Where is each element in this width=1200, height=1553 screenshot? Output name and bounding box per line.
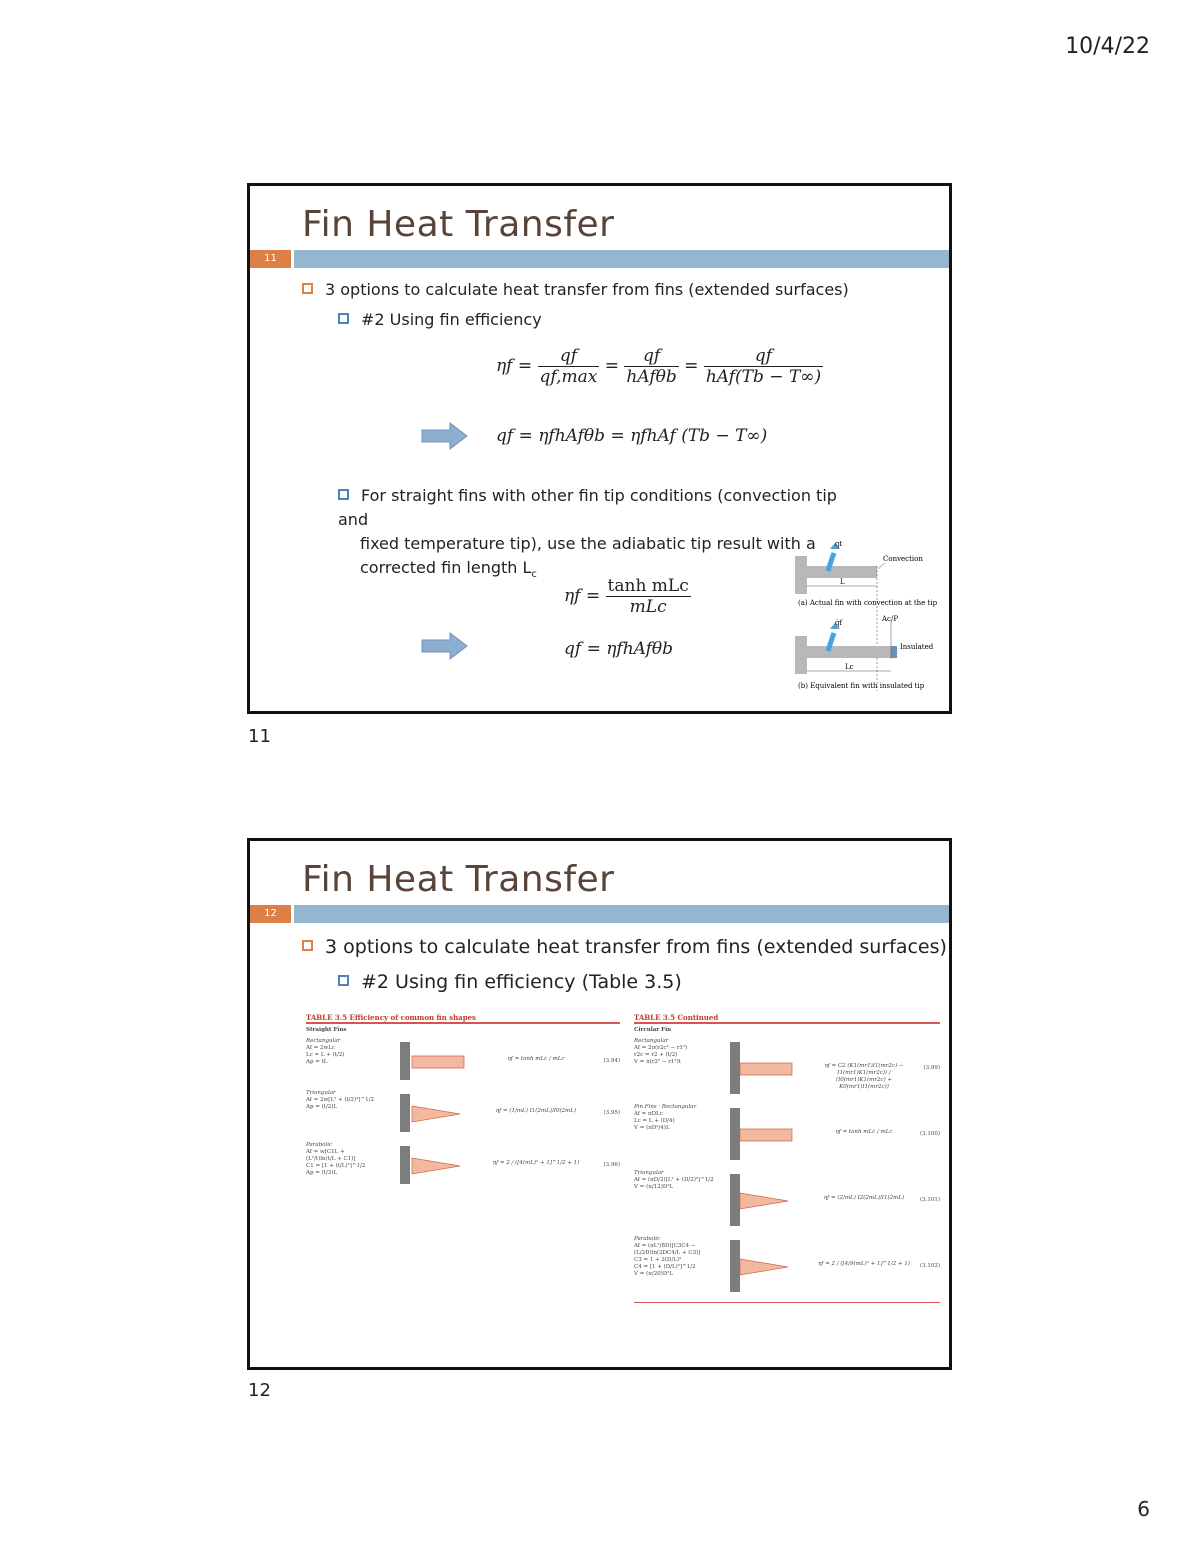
table-row	[634, 1170, 940, 1232]
fin-shape	[740, 1063, 792, 1075]
figure-a-label: (a) Actual fin with convection at the tip	[798, 599, 938, 607]
fin-shape-sketch	[722, 1104, 802, 1166]
fin-shape-sketch	[722, 1170, 802, 1232]
bullet-options: 3 options to calculate heat transfer from fins (extended surfaces)	[302, 935, 947, 959]
fin-shape	[412, 1158, 460, 1174]
equation-number: (3.101)	[919, 1197, 940, 1203]
corrected-length-label: Lc	[845, 663, 854, 671]
fin-shape	[740, 1259, 788, 1275]
efficiency-equation: ηf = tanh mLc / mLc	[835, 1129, 893, 1135]
fin-efficiency-table-left	[306, 1013, 620, 1213]
equation-number: (3.99)	[923, 1065, 940, 1071]
table-rule	[634, 1022, 940, 1024]
fin-formula-line: Af = 2w[L² + (t/2)²]^1/2	[306, 1097, 374, 1103]
fin-shape-name: Parabolic	[306, 1142, 333, 1148]
fin-formula-line: Lc = L + (D/4)	[634, 1118, 675, 1124]
bullet-tip-conditions: For straight fins with other fin tip conditions (convection tip and fixed temperature tip), use the adiabatic tip result with a corrected fin length $L_c$	[338, 486, 837, 581]
area-perimeter-label: Ac/P	[882, 615, 899, 623]
fin-shape-name: Rectangular	[306, 1038, 341, 1044]
slide-caption: 12	[248, 1380, 271, 1401]
fin-formula-line: C3 = 1 + 2(D/L)²	[634, 1257, 682, 1263]
fin-formula-line: C1 = [1 + (t/L)²]^1/2	[306, 1163, 366, 1169]
table-row	[634, 1236, 940, 1298]
equation-fin-efficiency: ηf = $\frac{qf}{qf,\max}$ = $\frac{qf}{\text{hAfθb}}$ = $\frac{qf}{\text{hAf(Tb − T∞)}}$	[496, 346, 822, 387]
table-row	[634, 1104, 940, 1166]
figure-b-label: (b) Equivalent fin with insulated tip	[798, 682, 925, 690]
fin-formula-line: V = (πD²/4)L	[634, 1125, 670, 1131]
fin-formula-line: Ap = (t/2)L	[306, 1104, 338, 1110]
efficiency-equation: ηf = 2 / ([4(mL)² + 1]^1/2 + 1)	[492, 1160, 580, 1166]
fin-shape-name: Triangular	[306, 1090, 336, 1096]
fin-shape-name: Triangular	[634, 1170, 664, 1176]
fin-shape	[740, 1129, 792, 1141]
equation-corrected-efficiency: ηf = $\frac{\text{tanh mLc}}{\text{mLc}}$	[564, 576, 689, 617]
efficiency-equation: ηf = C2 (K1(mr1)I1(mr2c) − I1(mr1)K1(mr2c)) / (I0(mr1)K1(mr2c) + K0(mr1)I1(mr2c))	[824, 1063, 904, 1090]
bullet-fin-efficiency: #2 Using fin efficiency	[338, 308, 542, 332]
bullet-marker-icon	[302, 940, 313, 951]
fin-formula-line: Lc = L + (t/2)	[306, 1052, 345, 1058]
slide-number-badge: 11	[250, 250, 291, 268]
efficiency-equation: ηf = (1/mL) I1(2mL)/I0(2mL)	[495, 1108, 577, 1114]
bullet-marker-icon	[338, 313, 349, 324]
heat-rate-label: q̇f	[835, 619, 843, 627]
fin-formula-line: V = (π/20)D²L	[634, 1271, 674, 1277]
bullet-marker-icon	[302, 283, 313, 294]
fin-formula-line: Ap = tL	[306, 1059, 328, 1065]
fin-formula-line: r2c = r2 + (t/2)	[634, 1052, 678, 1058]
bullet-table-ref: #2 Using fin efficiency (Table 3.5)	[338, 970, 682, 994]
arrow-right-icon	[420, 421, 470, 451]
page-number: 6	[1137, 1497, 1150, 1521]
fin-formula-line: (L²/t)ln(t/L + C1)]	[306, 1156, 356, 1162]
length-label: L	[840, 578, 845, 586]
fin-shape	[740, 1193, 788, 1209]
fin-formula-line: Af = (πL³/8D)[C3C4 −	[634, 1243, 696, 1249]
equation-number: (3.95)	[603, 1110, 620, 1116]
fin-formula-line: V = π(r2² − r1²)t	[634, 1059, 681, 1065]
table-heading: TABLE 3.5 Efficiency of common fin shapes	[306, 1013, 476, 1022]
equation-number: (3.100)	[919, 1131, 940, 1137]
insulated-label: Insulated	[900, 643, 934, 651]
table-section: Straight Fins	[306, 1027, 347, 1033]
fin-efficiency-table-right	[634, 1013, 940, 1323]
bullet-marker-icon	[338, 975, 349, 986]
slide-12	[247, 838, 952, 1370]
fin-formula-line: Af = w[C1L +	[306, 1149, 345, 1155]
fin-shape-sketch	[394, 1038, 474, 1086]
efficiency-equation: ηf = 2 / ([4/9(mL)² + 1]^1/2 + 1)	[818, 1261, 910, 1267]
convection-label: Convection	[883, 555, 923, 563]
arrow-right-icon	[420, 631, 470, 661]
fin-shape-name: Parabolic	[634, 1236, 661, 1242]
equation-number: (3.96)	[603, 1162, 620, 1168]
fin-shape	[412, 1106, 460, 1122]
fin-shape-sketch	[394, 1142, 474, 1190]
fin-formula-line: C4 = [1 + (D/L)²]^1/2	[634, 1264, 696, 1270]
fin-formula-line: Ap = (t/3)L	[306, 1170, 338, 1176]
slide-caption: 11	[248, 726, 271, 747]
table-row	[306, 1038, 620, 1086]
equation-number: (3.102)	[919, 1263, 940, 1269]
corrected-fin-length-figure	[790, 541, 955, 701]
fin-shape-sketch	[394, 1090, 474, 1138]
equation-heat-rate-corrected: qf = ηfhAfθb	[564, 639, 674, 659]
slide-number-badge: 12	[250, 905, 291, 923]
fin-shape-sketch	[722, 1236, 802, 1298]
fin-shape-sketch	[722, 1038, 802, 1100]
fin-shape-name: Rectangular	[634, 1038, 669, 1044]
table-row	[306, 1090, 620, 1138]
table-rule	[306, 1022, 620, 1024]
table-row	[306, 1142, 620, 1190]
fin-formula-line: Af = (πD/2)[L² + (D/2)²]^1/2	[634, 1177, 714, 1183]
slide-title: Fin Heat Transfer	[302, 204, 615, 245]
table-rule	[634, 1302, 940, 1303]
heat-rate-label: q̇f	[835, 541, 843, 548]
fin-formula-line: (L/2D)ln(2DC4/L + C3)]	[634, 1250, 701, 1256]
bullet-marker-icon	[338, 489, 349, 500]
fin-shape-name: Pin Fins · Rectangular	[634, 1104, 697, 1110]
title-underline-bar	[294, 250, 949, 268]
title-underline-bar	[294, 905, 949, 923]
slide-11	[247, 183, 952, 714]
fin-formula-line: Af = πDLc	[634, 1111, 663, 1117]
fin-formula-line: V = (π/12)D²L	[634, 1184, 674, 1190]
fin-formula-line: Af = 2π(r2c² − r1²)	[634, 1045, 688, 1051]
equation-fin-heat-rate: qf = ηfhAfθb = ηfhAf (Tb − T∞)	[496, 426, 768, 446]
efficiency-equation: ηf = (2/mL) I2(2mL)/I1(2mL)	[823, 1195, 905, 1201]
fin-shape	[412, 1056, 464, 1068]
fin-formula-line: Af = 2wLc	[306, 1045, 335, 1051]
slide-title: Fin Heat Transfer	[302, 859, 615, 900]
table-section: Circular Fin	[634, 1027, 672, 1033]
table-heading: TABLE 3.5 Continued	[634, 1013, 719, 1022]
bullet-options: 3 options to calculate heat transfer from fins (extended surfaces)	[302, 278, 849, 302]
table-row	[634, 1038, 940, 1100]
page-date: 10/4/22	[1065, 34, 1150, 59]
efficiency-equation: ηf = tanh mLc / mLc	[507, 1056, 565, 1062]
equation-number: (3.94)	[603, 1058, 620, 1064]
